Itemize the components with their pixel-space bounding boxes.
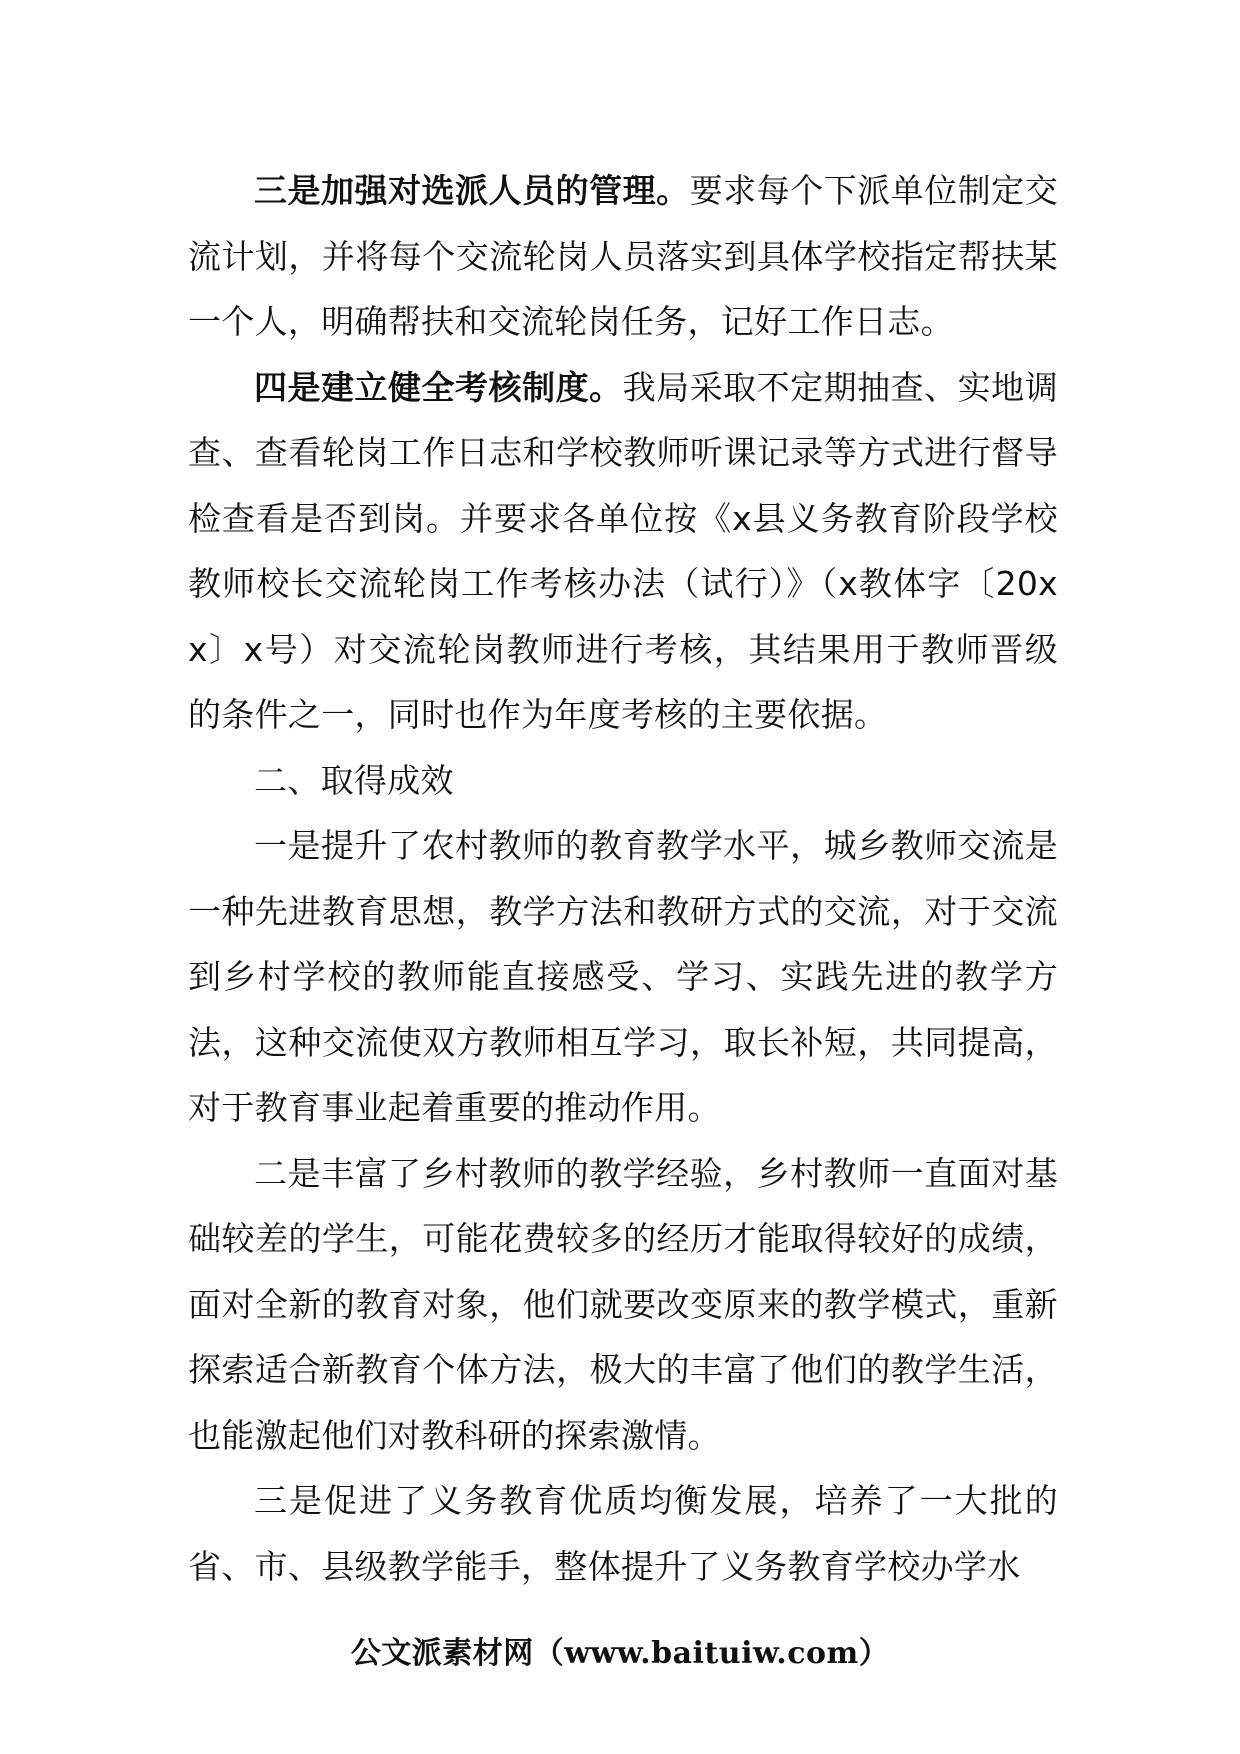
paragraph-text: 我局采取不定期抽查、实地调查、查看轮岗工作日志和学校教师听课记录等方式进行督导检查看是否到岗。并要求各单位按《x县义务教育阶段学校教师校长交流轮岗工作考核办法（试行）》（x教体字〔20xx〕x号）对交流轮岗教师进行考核，其结果用于教师晋级的条件之一，同时也作为年度考核的主要依据。: [188, 367, 1058, 734]
paragraph-teaching-experience: 二是丰富了乡村教师的教学经验，乡村教师一直面对基础较差的学生，可能花费较多的经历才能取得较好的成绩，面对全新的教育对象，他们就要改变原来的教学模式，重新探索适合新教育个体方法，极大的丰富了他们的教学生活，也能激起他们对教科研的探索激情。: [188, 1153, 1058, 1455]
paragraph-lead: 三是加强对选派人员的管理。: [254, 171, 690, 210]
paragraph-balanced-development: 三是促进了义务教育优质均衡发展，培养了一大批的省、市、县级教学能手，整体提升了义务教育学校办学水: [188, 1481, 1058, 1586]
document-body: [188, 158, 1058, 1599]
paragraph-rural-teaching-level: 一是提升了农村教师的教育教学水平，城乡教师交流是一种先进教育思想，教学方法和教研方式的交流，对于交流到乡村学校的教师能直接感受、学习、实践先进的教学方法，这种交流使双方教师相互学习，取长补短，共同提高，对于教育事业起着重要的推动作用。: [188, 826, 1058, 1127]
paragraph-text: 要求每个下派单位制定交流计划，并将每个交流轮岗人员落实到具体学校指定帮扶某一个人，明确帮扶和交流轮岗任务，记好工作日志。: [188, 171, 1058, 341]
section-heading-results: 二、取得成效: [254, 760, 454, 800]
paragraph-lead: 四是建立健全考核制度。: [254, 367, 623, 407]
paragraph-strengthen-management: [188, 158, 1058, 355]
page-footer-source: 公文派素材网（www.baituiw.com）: [350, 1636, 890, 1671]
paragraph-assessment-system: [188, 355, 1058, 748]
